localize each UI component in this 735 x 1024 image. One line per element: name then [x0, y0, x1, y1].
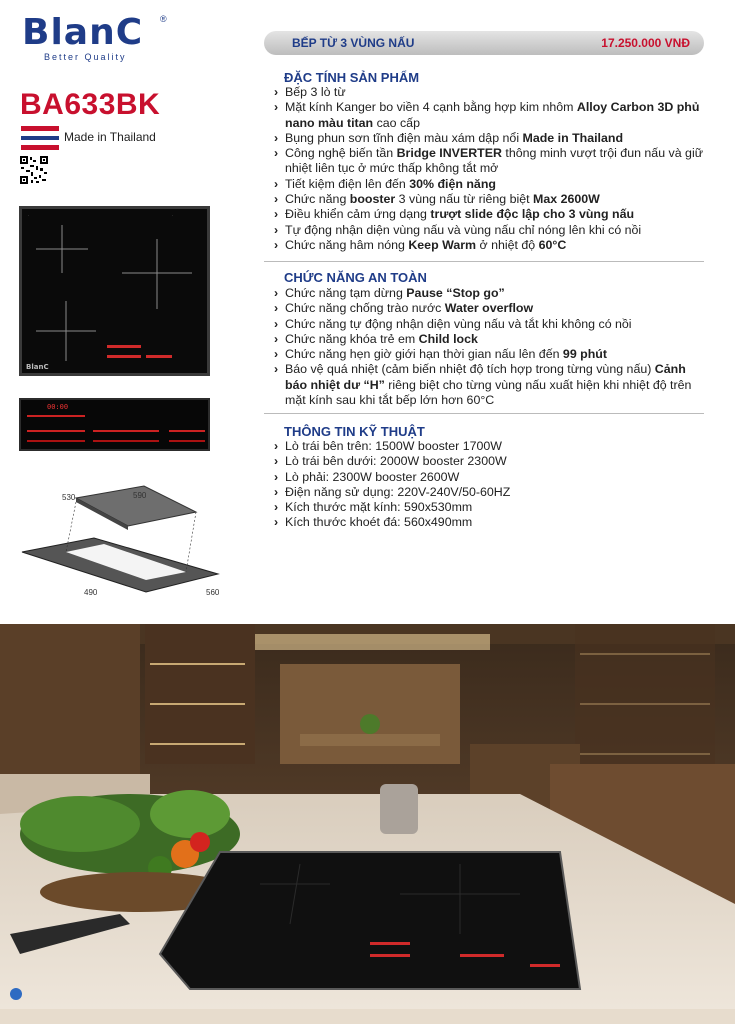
safety-text: Chức năng khóa trẻ em: [285, 331, 419, 346]
divider: [264, 413, 704, 414]
features-item: [274, 100, 704, 131]
features-text: 30% điện năng: [409, 176, 496, 191]
specs-text: Điện năng sử dụng: 220V-240V/50-60HZ: [285, 484, 511, 499]
safety-item: [274, 332, 704, 347]
safety-text: Chức năng chống trào nước: [285, 301, 445, 316]
safety-text: Water overflow: [444, 301, 534, 316]
specs-item: [274, 485, 704, 500]
features-item: [274, 131, 704, 146]
specs-text: Kích thước mặt kính: 590x530mm: [285, 500, 473, 515]
features-text: Công nghệ biến tần: [285, 146, 397, 161]
hob-top-view: [19, 206, 210, 376]
qr-code-icon: [20, 156, 48, 184]
features-heading: ĐẶC TÍNH SẢN PHẨM: [284, 70, 420, 85]
safety-text: Cảnh báo nhiệt dư “H”: [285, 362, 686, 392]
product-price: 17.250.000 VNĐ: [601, 36, 690, 50]
specs-item: [274, 500, 704, 515]
safety-item: [274, 317, 704, 332]
features-text: Bridge INVERTER: [396, 146, 502, 161]
features-text: Bếp 3 lò từ: [285, 85, 346, 99]
features-text: Tiết kiệm điện lên đến: [285, 176, 410, 191]
control-panel-closeup: [19, 398, 210, 451]
divider: [264, 261, 704, 262]
origin-label: Made in Thailand: [64, 130, 156, 144]
safety-text: Child lock: [418, 331, 478, 346]
safety-text: Pause “Stop go”: [406, 286, 505, 300]
features-text: Chức năng hâm nóng: [285, 237, 409, 252]
safety-item: [274, 301, 704, 316]
product-title: BẾP TỪ 3 VÙNG NẤU: [292, 36, 415, 50]
features-item: [274, 192, 704, 207]
features-text: Chức năng: [285, 192, 350, 207]
logo-wordmark: BlanC: [22, 12, 144, 53]
specs-heading: THÔNG TIN KỸ THUẬT: [284, 424, 425, 439]
features-text: Bụng phun sơn tĩnh điện màu xám dập nổi: [285, 130, 523, 145]
thailand-flag-icon: [21, 126, 59, 150]
specs-item: [274, 515, 704, 530]
specs-text: Lò trái bên trên: 1500W booster 1700W: [285, 439, 502, 453]
flag-stripe: [21, 145, 59, 150]
safety-list: [274, 286, 704, 408]
safety-text: Chức năng tạm dừng: [285, 286, 407, 300]
safety-text: Báo vệ quá nhiệt (cảm biến nhiệt độ tích hợp trong từng vùng nấu): [285, 362, 655, 377]
features-text: Điều khiển cảm ứng dạng: [285, 207, 431, 222]
timer-display: 00:00: [47, 403, 69, 411]
safety-text: 99 phút: [562, 347, 607, 362]
specs-text: Lò phải: 2300W booster 2600W: [285, 469, 460, 484]
specs-list: [274, 439, 704, 531]
features-text: Mặt kính Kanger bo viền 4 cạnh bằng hợp kim nhôm: [285, 100, 577, 115]
features-text: Tự động nhận diện vùng nấu và vùng nấu chỉ nóng lên khi có nồi: [285, 222, 642, 237]
features-text: trượt slide độc lập cho 3 vùng nấu: [430, 207, 635, 222]
hob-brand-mark: BlanC: [26, 363, 49, 371]
dim-cut-depth-label: 490: [84, 588, 98, 597]
safety-item: [274, 362, 704, 408]
specs-item: [274, 439, 704, 454]
features-text: ở nhiệt độ: [476, 237, 539, 252]
specs-text: Lò trái bên dưới: 2000W booster 2300W: [285, 454, 507, 469]
safety-text: Chức năng tự động nhận diện vùng nấu và tắt khi không có nồi: [285, 316, 632, 331]
specs-item: [274, 470, 704, 485]
dim-cut-width-label: 560: [206, 588, 220, 597]
svg-text:·: ·: [28, 213, 30, 218]
features-text: 60°C: [538, 237, 567, 252]
features-item: [274, 238, 704, 253]
brand-logo: [22, 14, 172, 62]
dim-width-label: 590: [133, 491, 147, 500]
safety-item: [274, 347, 704, 362]
features-text: thông minh vượt trội đun nấu và giữ nhiệt liên tục ở mức thấp không tắt mở: [285, 146, 703, 176]
safety-heading: CHỨC NĂNG AN TOÀN: [284, 270, 427, 285]
features-item: [274, 223, 704, 238]
cutout-dimension-diagram: [18, 480, 228, 610]
logo-tagline: Better Quality: [44, 52, 127, 62]
features-item: [274, 85, 704, 100]
features-text: 3 vùng nấu từ riêng biệt: [395, 192, 534, 207]
safety-text: riêng biệt cho từng vùng nấu xuất hiện khi nhiệt độ trên mặt kính sau khi tắt bếp lớn hơn 60°C: [285, 377, 692, 408]
features-text: Max 2600W: [533, 192, 600, 207]
specs-text: Kích thước khoét đá: 560x490mm: [285, 515, 473, 530]
dim-depth-label: 530: [62, 493, 76, 502]
safety-item: [274, 286, 704, 301]
features-item: [274, 207, 704, 222]
specs-item: [274, 454, 704, 469]
model-number: BA633BK: [20, 88, 161, 121]
features-list: [274, 85, 704, 253]
features-item: [274, 146, 704, 177]
features-text: Alloy Carbon 3D phủ nano màu titan: [285, 100, 700, 130]
kitchen-lifestyle-photo: [0, 624, 735, 1024]
features-item: [274, 177, 704, 192]
safety-text: Chức năng hẹn giờ giới hạn thời gian nấu lên đến: [285, 347, 563, 362]
registered-mark: ®: [160, 14, 167, 24]
svg-text:·: ·: [172, 213, 174, 218]
features-text: Made in Thailand: [522, 130, 624, 145]
features-text: booster: [349, 192, 396, 207]
product-title-bar: [264, 31, 704, 55]
features-text: cao cấp: [373, 115, 420, 130]
features-text: Keep Warm: [408, 237, 477, 252]
